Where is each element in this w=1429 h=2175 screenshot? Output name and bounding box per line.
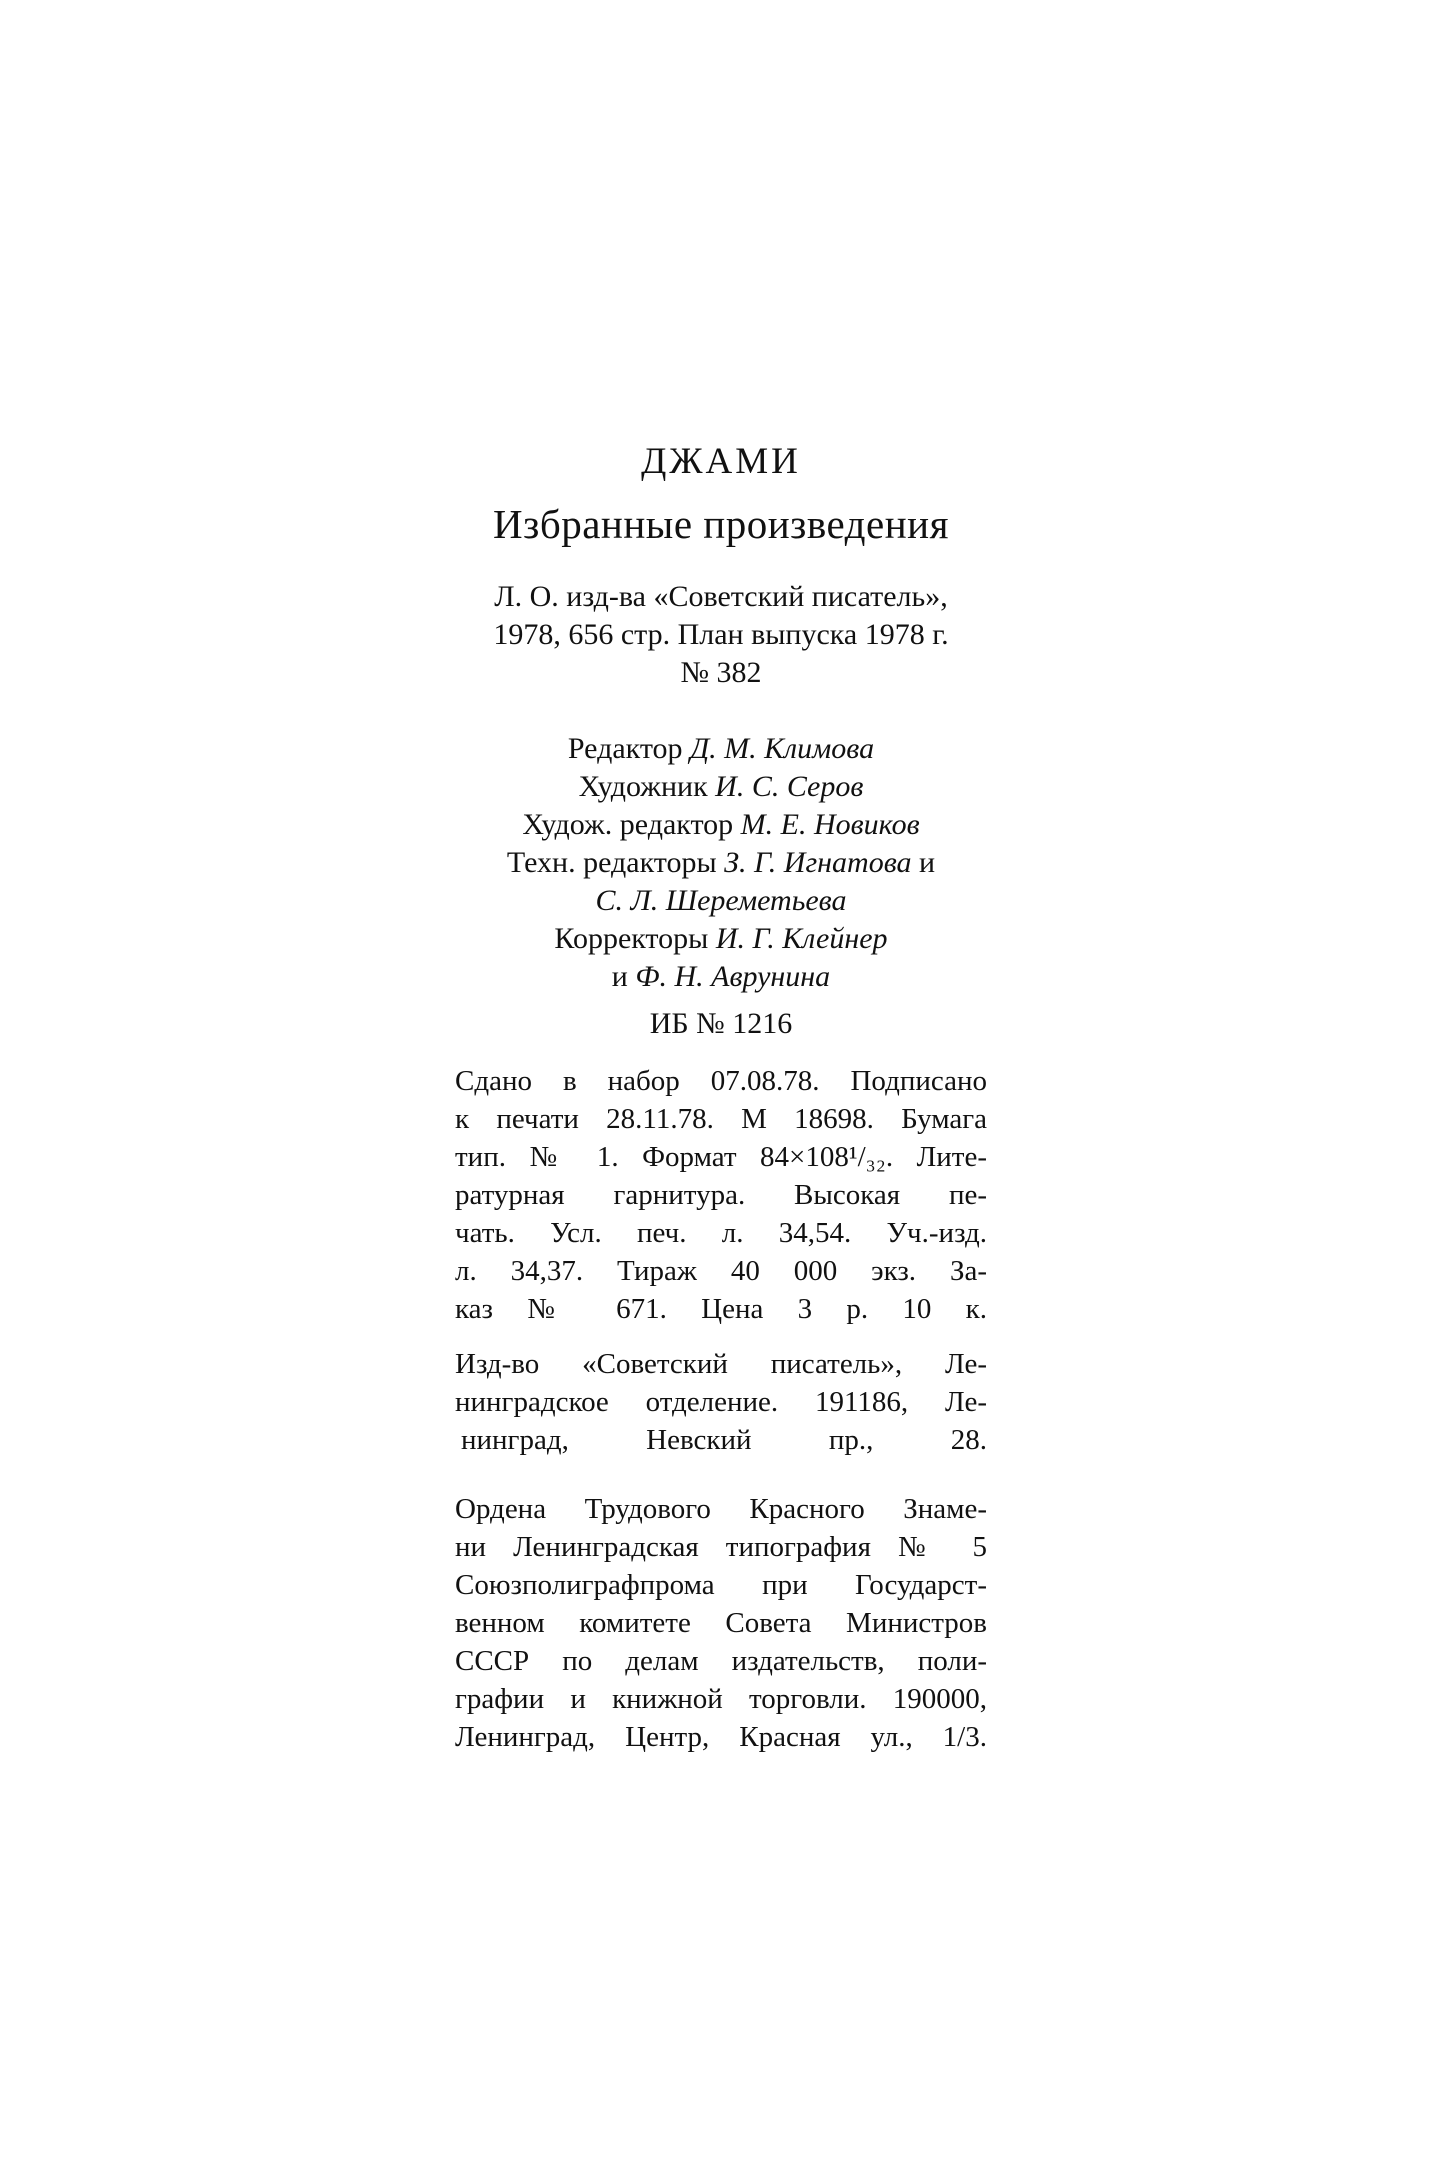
- credit-role: Худож. редактор: [522, 808, 734, 841]
- credit-tech-editor-2: [455, 882, 987, 920]
- tech-line: л. 34,37. Тираж 40 000 экз. За-: [455, 1255, 987, 1287]
- credit-person: И. С. Серов: [715, 770, 864, 803]
- printer-line: Союзполиграфпрома при Государст-: [455, 1569, 987, 1601]
- plan-number: № 382: [680, 656, 762, 689]
- credit-proofreader-2: [455, 958, 987, 996]
- credit-person: З. Г. Игнатова: [724, 846, 912, 879]
- credit-art-editor: [455, 806, 987, 844]
- tech-line: чать. Усл. печ. л. 34,54. Уч.-изд.: [455, 1217, 987, 1249]
- publisher-address: [455, 1345, 987, 1459]
- credit-role: Редактор: [567, 732, 683, 765]
- credit-person: И. Г. Клейнер: [715, 922, 888, 955]
- technical-details: [455, 1062, 987, 1328]
- imprint-line: 1978, 656 стр. План выпуска 1978 г.: [493, 618, 949, 651]
- credit-artist: [455, 768, 987, 806]
- tech-line: ратурная гарнитура. Высокая пе-: [455, 1179, 987, 1211]
- credit-conjunction: и: [919, 846, 936, 879]
- book-title: Избранные произведения: [493, 501, 949, 547]
- credit-conjunction: и: [611, 960, 628, 993]
- publisher-line: Изд-во «Советский писатель», Ле-: [455, 1348, 987, 1380]
- imprint-line: Л. О. изд-ва «Советский писатель»,: [494, 580, 948, 613]
- credit-role: Корректоры: [554, 922, 709, 955]
- printer-line: венном комитете Совета Министров: [455, 1607, 987, 1639]
- credit-person: М. Е. Новиков: [740, 808, 920, 841]
- printer-line: Ордена Трудового Красного Знаме-: [455, 1493, 987, 1525]
- credit-role: Художник: [578, 770, 708, 803]
- credit-role: Техн. редакторы: [506, 846, 717, 879]
- printer-info: [455, 1490, 987, 1756]
- tech-line: к печати 28.11.78. М 18698. Бумага: [455, 1103, 987, 1135]
- publisher-line: нинград, Невский пр., 28.: [461, 1424, 987, 1456]
- printer-line: графии и книжной торговли. 190000,: [455, 1683, 987, 1715]
- credit-proofreaders: [455, 920, 987, 958]
- credit-person: Ф. Н. Аврунина: [635, 960, 831, 993]
- printer-line: ни Ленинградская типография № 5: [455, 1531, 987, 1563]
- credit-editor: [455, 730, 987, 768]
- tech-line: тип. № 1. Формат 84×108¹/₃₂. Лите-: [455, 1141, 987, 1173]
- tech-line: Сдано в набор 07.08.78. Подписано: [455, 1065, 987, 1097]
- credit-person: Д. М. Климова: [690, 732, 875, 765]
- credits-block: [455, 730, 987, 996]
- publisher-line: нинградское отделение. 191186, Ле-: [455, 1386, 987, 1418]
- printer-line: СССР по делам издательств, поли-: [455, 1645, 987, 1677]
- ib-number: ИБ № 1216: [649, 1007, 793, 1040]
- tech-line: каз № 671. Цена 3 р. 10 к.: [455, 1293, 987, 1325]
- credit-person: С. Л. Шереметьева: [595, 884, 847, 917]
- printer-line: Ленинград, Центр, Красная ул., 1/3.: [455, 1721, 987, 1753]
- author-name: ДЖАМИ: [641, 441, 801, 482]
- imprint-block: [455, 578, 987, 692]
- credit-tech-editors: [455, 844, 987, 882]
